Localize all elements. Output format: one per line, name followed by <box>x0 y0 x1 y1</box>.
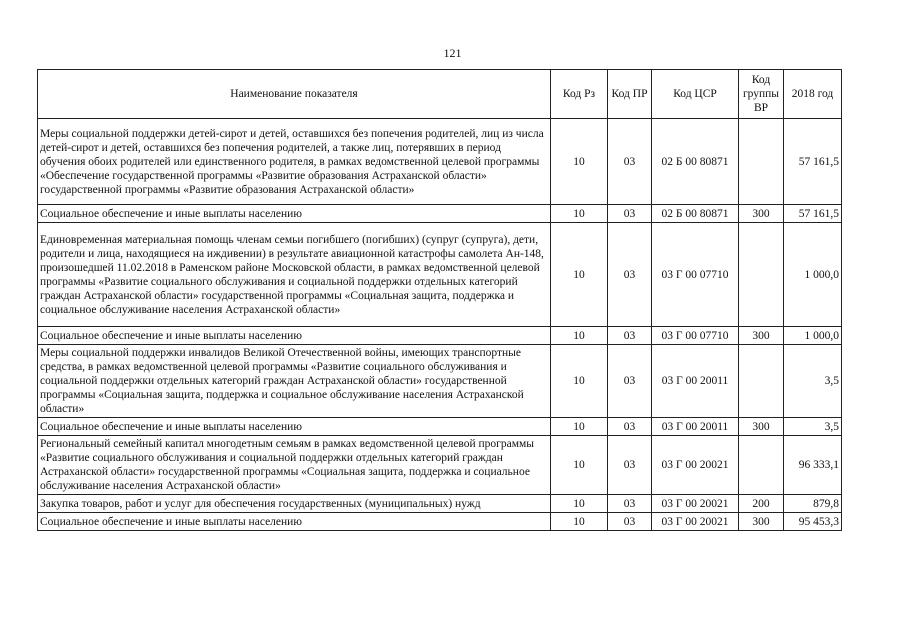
table-row <box>38 495 842 513</box>
page-number: 121 <box>443 46 462 60</box>
indicator-name: Социальное обеспечение и иные выплаты населению <box>38 327 551 345</box>
table-row <box>38 436 842 495</box>
indicator-name: Региональный семейный капитал многодетным семьям в рамках ведомственной целевой программы «Развитие социального обслуживания и социальной поддержки отдельных категорий граждан Астраханской области» государственной программы «Социальная защита, поддержка и социальное обслуживание населения Астраханской области» <box>38 436 551 495</box>
code-csr: 03 Г 00 20021 <box>652 495 739 513</box>
table-row <box>38 223 842 327</box>
indicator-name: Меры социальной поддержки инвалидов Великой Отечественной войны, имеющих транспортные средства, в рамках ведомственной целевой программы «Развитие социального обслуживания и социальной поддержки отдельных категорий граждан Астраханской области» государственной программы «Социальная защита, поддержка и социальное обслуживание населения Астраханской области» <box>38 345 551 418</box>
code-vr <box>739 223 784 327</box>
code-pr: 03 <box>608 345 652 418</box>
amount-2018: 1 000,0 <box>784 223 842 327</box>
amount-2018: 879,8 <box>784 495 842 513</box>
table-row <box>38 119 842 205</box>
header-year: 2018 год <box>784 70 842 119</box>
code-csr: 03 Г 00 07710 <box>652 327 739 345</box>
amount-2018: 96 333,1 <box>784 436 842 495</box>
indicator-name: Социальное обеспечение и иные выплаты населению <box>38 418 551 436</box>
code-rz: 10 <box>551 513 608 531</box>
code-vr: 300 <box>739 513 784 531</box>
code-vr: 200 <box>739 495 784 513</box>
indicator-name: Меры социальной поддержки детей-сирот и детей, оставшихся без попечения родителей, лиц из числа детей-сирот и детей, оставшихся без попечения родителей, а также лиц, потерявших в период обучения обоих родителей или единственного родителя, в рамках ведомственной целевой программы «Обеспечение государственной программы «Развитие образования Астраханской области» государственной программы «Развитие образования Астраханской области» <box>38 119 551 205</box>
table-row <box>38 418 842 436</box>
code-vr: 300 <box>739 327 784 345</box>
code-pr: 03 <box>608 327 652 345</box>
amount-2018: 57 161,5 <box>784 119 842 205</box>
code-rz: 10 <box>551 223 608 327</box>
code-pr: 03 <box>608 436 652 495</box>
table-row <box>38 327 842 345</box>
amount-2018: 95 453,3 <box>784 513 842 531</box>
budget-table <box>37 69 842 531</box>
code-csr: 03 Г 00 20021 <box>652 436 739 495</box>
code-csr: 02 Б 00 80871 <box>652 119 739 205</box>
code-csr: 03 Г 00 20021 <box>652 513 739 531</box>
indicator-name: Социальное обеспечение и иные выплаты населению <box>38 205 551 223</box>
code-csr: 03 Г 00 20011 <box>652 345 739 418</box>
code-rz: 10 <box>551 418 608 436</box>
table-header-row <box>38 70 842 119</box>
code-pr: 03 <box>608 495 652 513</box>
amount-2018: 3,5 <box>784 345 842 418</box>
code-vr: 300 <box>739 418 784 436</box>
code-rz: 10 <box>551 495 608 513</box>
code-rz: 10 <box>551 436 608 495</box>
header-vr: Код группы ВР <box>739 70 784 119</box>
code-vr <box>739 119 784 205</box>
amount-2018: 57 161,5 <box>784 205 842 223</box>
table-row <box>38 345 842 418</box>
code-pr: 03 <box>608 418 652 436</box>
code-csr: 03 Г 00 07710 <box>652 223 739 327</box>
table-row <box>38 205 842 223</box>
amount-2018: 3,5 <box>784 418 842 436</box>
table-row <box>38 513 842 531</box>
indicator-name: Закупка товаров, работ и услуг для обеспечения государственных (муниципальных) нужд <box>38 495 551 513</box>
code-pr: 03 <box>608 223 652 327</box>
code-rz: 10 <box>551 119 608 205</box>
header-pr: Код ПР <box>608 70 652 119</box>
header-csr: Код ЦСР <box>652 70 739 119</box>
code-vr <box>739 436 784 495</box>
code-vr: 300 <box>739 205 784 223</box>
code-pr: 03 <box>608 513 652 531</box>
header-rz: Код Рз <box>551 70 608 119</box>
code-csr: 03 Г 00 20011 <box>652 418 739 436</box>
code-csr: 02 Б 00 80871 <box>652 205 739 223</box>
amount-2018: 1 000,0 <box>784 327 842 345</box>
code-pr: 03 <box>608 119 652 205</box>
code-rz: 10 <box>551 345 608 418</box>
header-name: Наименование показателя <box>38 70 551 119</box>
code-pr: 03 <box>608 205 652 223</box>
code-rz: 10 <box>551 205 608 223</box>
indicator-name: Единовременная материальная помощь членам семьи погибшего (погибших) (супруг (супруга), дети, родители и лица, находящиеся на иждивении) в результате авиационной катастрофы самолета Ан-148, произошедшей 11.02.2018 в Раменском районе Московской области, в рамках ведомственной целевой программы «Развитие социального обслуживания и социальной поддержки отдельных категорий граждан Астраханской области» государственной программы «Социальная защита, поддержка и социальное обслуживание населения Астраханской области» <box>38 223 551 327</box>
code-rz: 10 <box>551 327 608 345</box>
indicator-name: Социальное обеспечение и иные выплаты населению <box>38 513 551 531</box>
code-vr <box>739 345 784 418</box>
